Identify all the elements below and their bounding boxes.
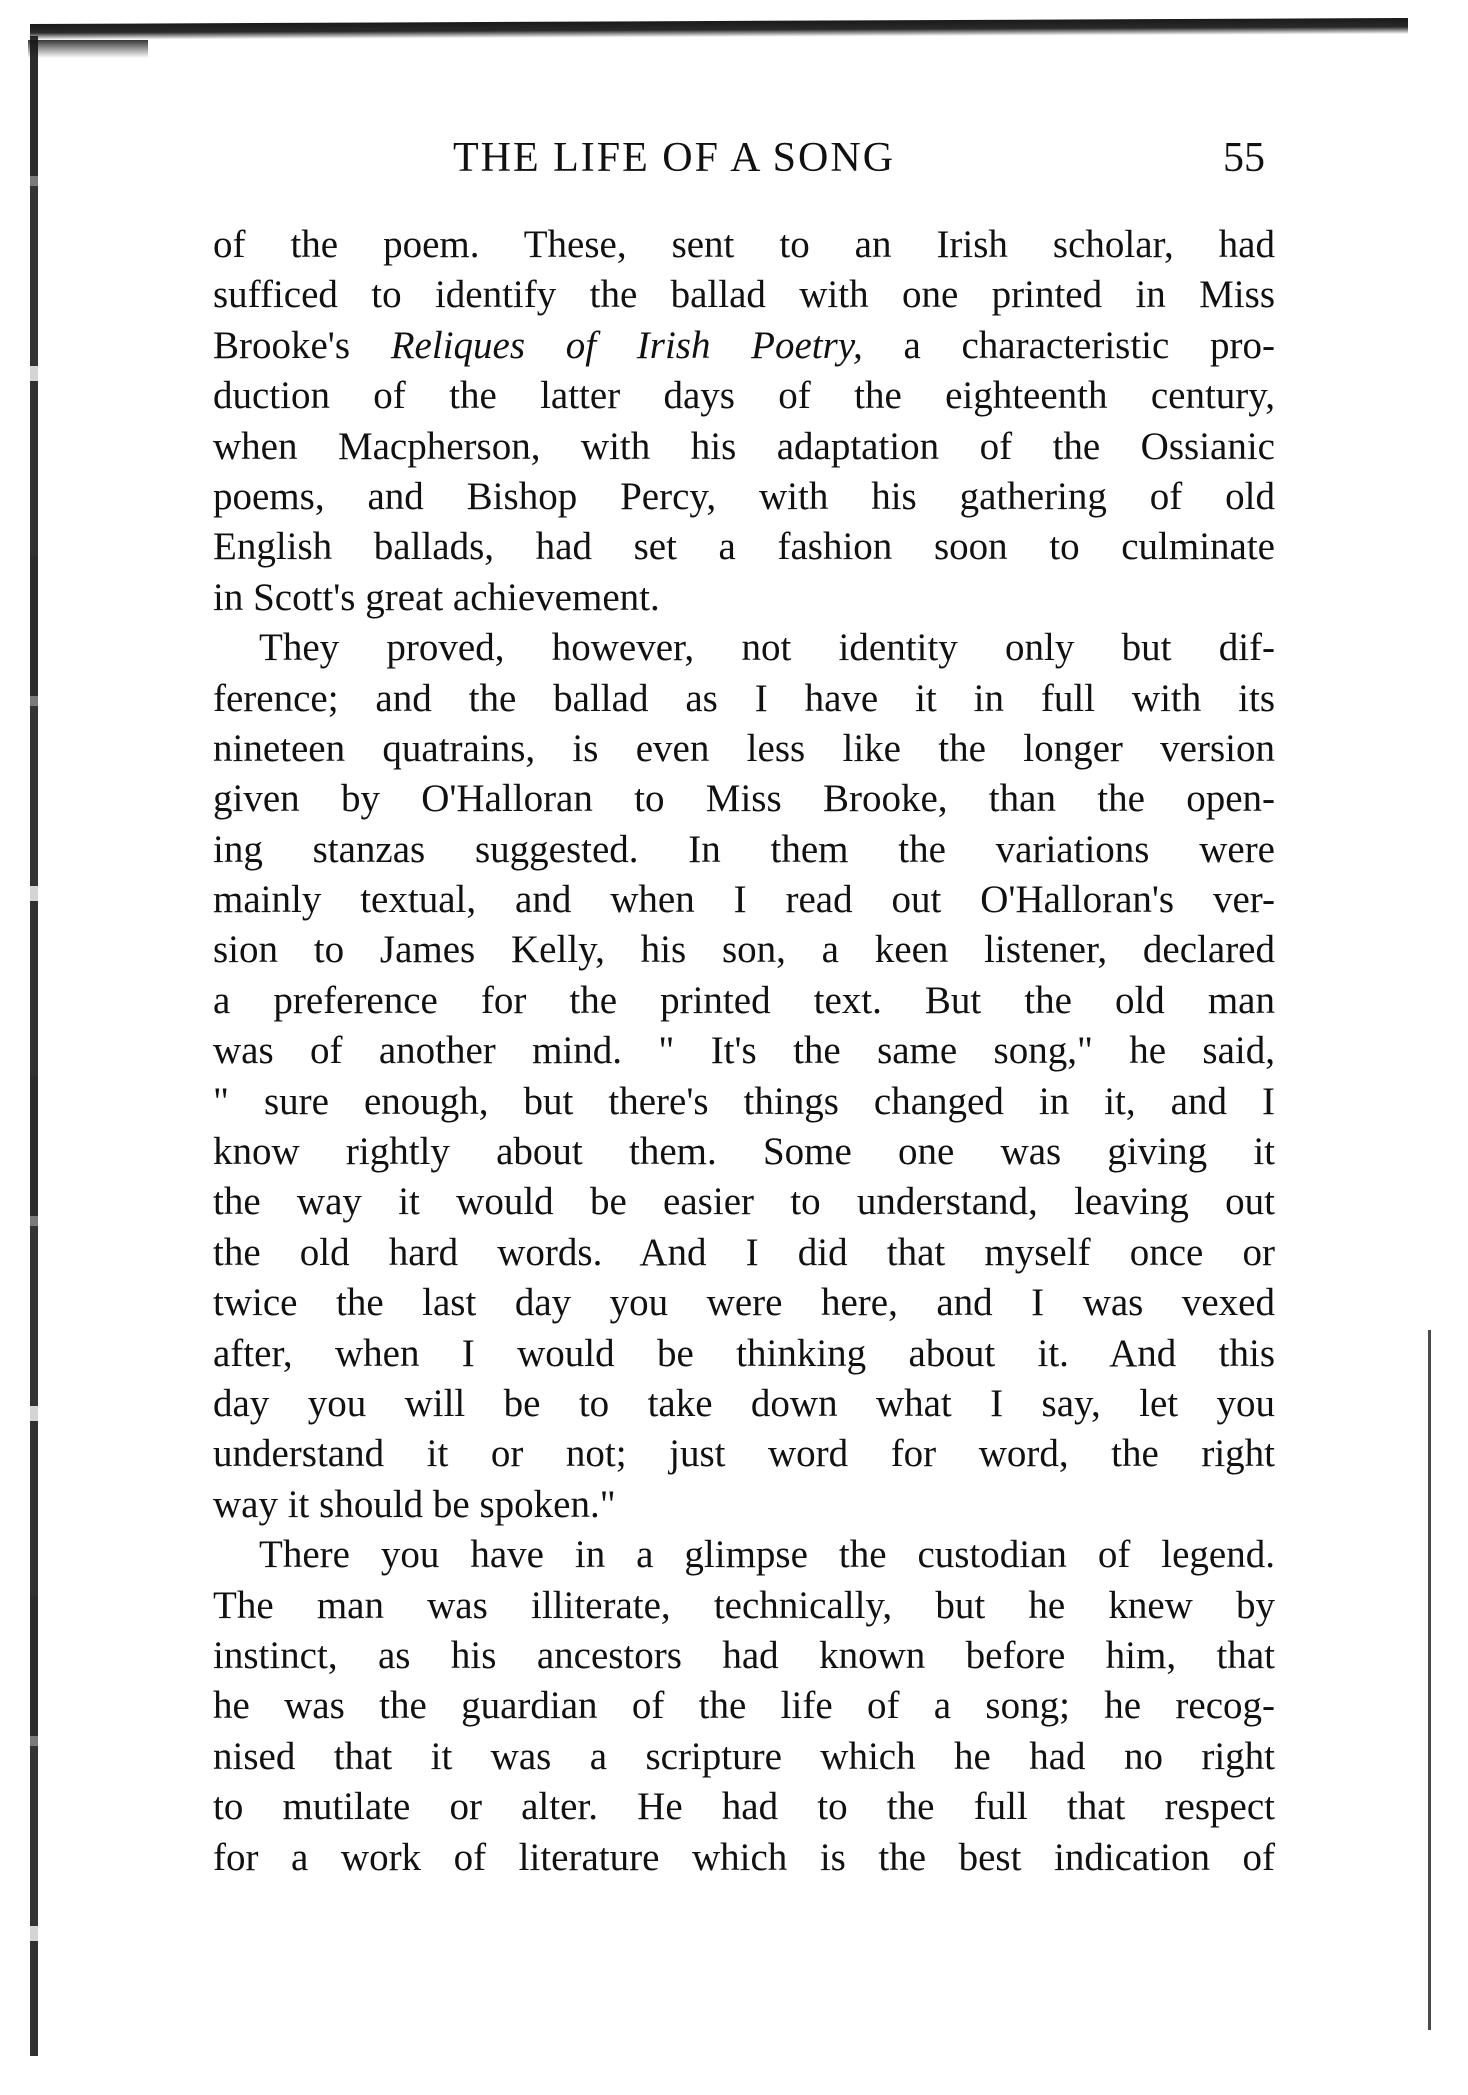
text-line: day you will be to take down what I say, let you <box>213 1381 1275 1425</box>
text-line: after, when I would be thinking about it. And this <box>213 1331 1275 1375</box>
text-line: They proved, however, not identity only but dif- <box>259 626 1275 670</box>
text-line: was of another mind. " It's the same song," he said, <box>213 1029 1275 1073</box>
body-text <box>213 220 1275 1883</box>
text-line: the old hard words. And I did that myself once or <box>213 1230 1275 1274</box>
text-line: for a work of literature which is the best indication of <box>213 1835 1275 1879</box>
text-line: ing stanzas suggested. In them the variations were <box>213 827 1275 871</box>
scan-border-corner <box>28 40 148 58</box>
scan-border-left <box>30 36 38 2056</box>
text-line: poems, and Bishop Percy, with his gathering of old <box>213 474 1275 518</box>
text-line: The man was illiterate, technically, but he knew by <box>213 1583 1275 1627</box>
text-line: know rightly about them. Some one was giving it <box>213 1130 1275 1174</box>
paragraph <box>213 220 1275 623</box>
text-line: understand it or not; just word for word, the right <box>213 1432 1275 1476</box>
scan-border-right <box>1428 1330 1431 2030</box>
text-line: " sure enough, but there's things changed in it, and I <box>213 1079 1275 1123</box>
text-line: sufficed to identify the ballad with one printed in Miss <box>213 273 1275 317</box>
running-head: THE LIFE OF A SONG <box>453 135 896 181</box>
page-number: 55 <box>1223 135 1265 181</box>
text-line: when Macpherson, with his adaptation of the Ossianic <box>213 424 1275 468</box>
text-line: instinct, as his ancestors had known before him, that <box>213 1633 1275 1677</box>
paragraph <box>213 623 1275 1530</box>
text-line: in Scott's great achievement. <box>213 575 660 619</box>
paragraph <box>213 1530 1275 1883</box>
text-line: to mutilate or alter. He had to the full that respect <box>213 1785 1275 1829</box>
text-line: There you have in a glimpse the custodian of legend. <box>259 1533 1275 1577</box>
text-line <box>213 321 1275 371</box>
text-line: way it should be spoken." <box>213 1482 616 1526</box>
text-line: the way it would be easier to understand, leaving out <box>213 1180 1275 1224</box>
page-header <box>213 134 1275 194</box>
text-line: ference; and the ballad as I have it in full with its <box>213 676 1275 720</box>
text-line: English ballads, had set a fashion soon to culminate <box>213 525 1275 569</box>
text-line: he was the guardian of the life of a song; he recog- <box>213 1684 1275 1728</box>
text-line: twice the last day you were here, and I was vexed <box>213 1281 1275 1325</box>
text-segment: a characteristic pro- <box>862 323 1276 367</box>
text-segment: Brooke's <box>213 323 391 367</box>
text-line: nineteen quatrains, is even less like the longer version <box>213 726 1275 770</box>
text-line: of the poem. These, sent to an Irish scholar, had <box>213 223 1275 266</box>
text-line: duction of the latter days of the eighteenth century, <box>213 374 1275 418</box>
text-line: nised that it was a scripture which he had no right <box>213 1734 1275 1778</box>
text-line: mainly textual, and when I read out O'Halloran's ver- <box>213 878 1275 922</box>
text-line: given by O'Halloran to Miss Brooke, than the open- <box>213 777 1275 821</box>
book-title: Reliques of Irish Poetry, <box>390 323 863 367</box>
text-line: a preference for the printed text. But the old man <box>213 978 1275 1022</box>
scan-border-top <box>30 18 1408 40</box>
text-line: sion to James Kelly, his son, a keen listener, declared <box>213 928 1275 972</box>
